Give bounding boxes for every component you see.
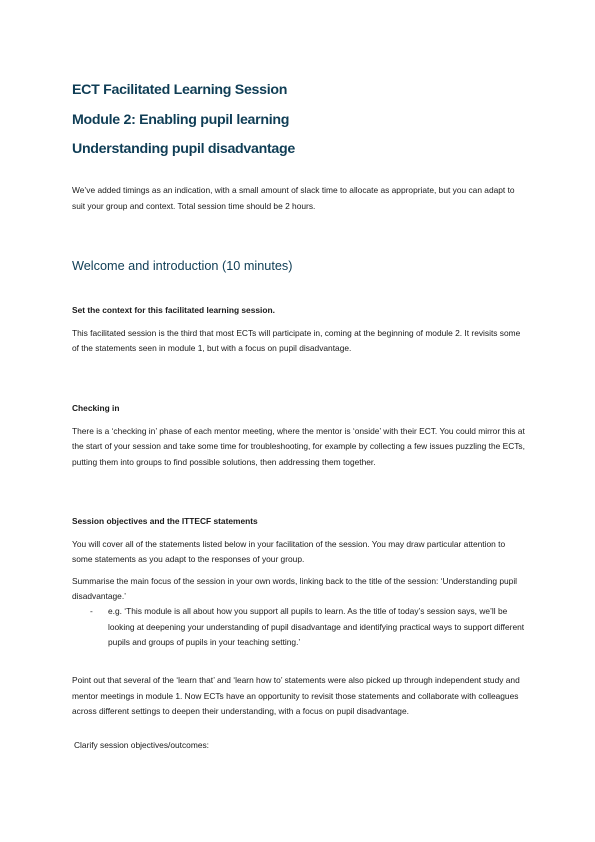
context-heading: Set the context for this facilitated learning session. [72,305,275,315]
checkin-block [72,401,527,470]
pointout-block [72,673,527,720]
clarify-paragraph: Clarify session objectives/outcomes: [74,740,209,750]
clarify-block [74,738,529,754]
document-title: ECT Facilitated Learning Session [72,82,288,98]
context-block [72,303,527,357]
context-paragraph: This facilitated session is the third that most ECTs will participate in, coming at the beginning of module 2. It revisits some of the statements seen in module 1, but with a focus on pupil disadvantage. [72,327,521,353]
checkin-heading: Checking in [72,403,120,413]
objectives-block [72,514,527,605]
objectives-heading: Session objectives and the ITTECF statements [72,516,258,526]
module-title: Module 2: Enabling pupil learning [72,111,290,128]
session-title: Understanding pupil disadvantage [72,141,295,157]
title-block [72,80,295,169]
bullet-dash: - [90,606,93,616]
summarise-paragraph: Summarise the main focus of the session in your own words, linking back to the title of the session: ‘Understanding pupil disadvantage.’ [72,575,518,601]
checkin-paragraph: There is a ‘checking in’ phase of each mentor meeting, where the mentor is ‘onside’ with their ECT. You could mirror this at the start of your session and take some time for troubleshooting, for example by collecting a few issues puzzling the ECTs, putting them into groups to find possible solutions, then addressing them together. [72,425,525,467]
intro-paragraph: We’ve added timings as an indication, with a small amount of slack time to allocate as appropriate, but you can adapt to suit your group and context. Total session time should be 2 hours. [72,185,515,211]
objectives-paragraph: You will cover all of the statements listed below in your facilitation of the session. You may draw particular attention to some statements as you adapt to the responses of your group. [72,538,506,564]
section-heading: Welcome and introduction (10 minutes) [72,259,293,273]
pointout-paragraph: Point out that several of the ‘learn that’ and ‘learn how to’ statements were also picked up through independent study and mentor meetings in module 1. Now ECTs have an opportunity to revisit those statements and collaborate with colleagues across different settings to deepen their understanding, with a focus on pupil disadvantage. [72,675,520,716]
bullet-text: e.g. ‘This module is all about how you support all pupils to learn. As the title of today’s session says, we’ll be looking at deepening your understanding of pupil disadvantage and identifying practical ways to support different pupils and groups of pupils in your teaching setting.’ [108,606,525,647]
